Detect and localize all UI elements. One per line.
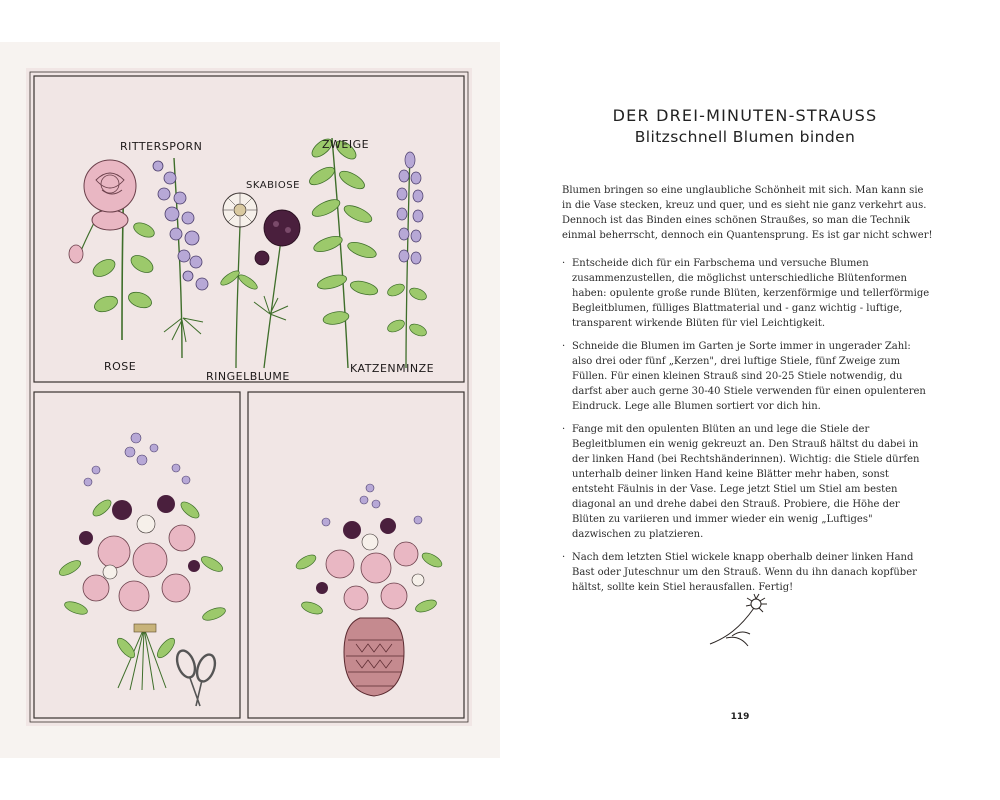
bullet-marker: · [562,552,566,563]
delphinium-illustration [153,158,208,358]
vase-arrangement-illustration [294,484,444,696]
rose-illustration [69,160,157,340]
scabiosa-illustration [219,193,300,368]
label-skabiose: SKABIOSE [246,180,300,191]
branch-illustration [307,136,379,368]
left-page [0,42,500,758]
label-ringelblume: RINGELBLUME [206,370,290,383]
instruction-list [562,256,934,603]
page-number: 119 [730,712,750,722]
intro-paragraph: Blumen bringen so eine unglaubliche Schönheit mit sich. Man kann sie in die Vase stecken, kreuz und quer, und es sieht nie ganz verkehrt aus. Dennoch ist das Binden eines schönen Straußes, so man die Technik einmal beherrscht, dennoch ein Quantensprung. Es ist gar nicht schwer! [562,185,933,241]
bullet-marker: · [562,258,566,269]
dandelion-sketch-icon [706,592,776,652]
list-item [562,339,934,414]
list-item [562,422,934,542]
list-item-text: Fange mit den opulenten Blüten an und lege die Stiele der Begleitblumen ein wenig gekreuzt an. Den Strauß hältst du dabei in der linken Hand (bei Rechtshänderinnen). Wichtig: die Stiele dürfen unterhalb deiner linken Hand keine Blätter mehr haben, sonst entsteht Fäulnis in der Vase. Lege jetzt Stiel um Stiel am besten diagonal an und drehe dabei den Strauß. Probiere, die Höhe der Blüten zu variieren und immer wieder ein wenig „Luftiges" dazwischen zu platzieren. [572,424,920,540]
label-katzenminze: KATZENMINZE [350,362,435,375]
list-item-text: Nach dem letzten Stiel wickele knapp oberhalb deiner linken Hand Bast oder Juteschnur um den Strauß. Wenn du ihn danach kopfüber hältst, sollte kein Stiel herausfallen. Fertig! [572,552,917,593]
label-rittersporn: RITTERSPORN [120,140,203,153]
bouquet-illustration [57,433,227,690]
flower-illustration-plate [26,68,472,726]
list-item-text: Entscheide dich für ein Farbschema und versuche Blumen zusammenzustellen, die möglichst unterschiedliche Blütenformen haben: opulente große runde Blüten, kerzenförmige und tellerförmige Begleitblumen, fülliges Blattmaterial und - ganz wichtig - luftige, transparent wirkende Blüten für viel Leichtigkeit. [572,258,930,329]
flower-illustration [26,68,472,726]
list-item-text: Schneide die Blumen im Garten je Sorte immer in ungerader Zahl: also drei oder fünf „Kerzen", drei luftige Stiele, fünf Zweige zum Füllen. Für einen kleinen Strauß sind 20-25 Stiele notwendig, du darfst aber auch gerne 30-40 Stiele verwenden für einen opulenteren Eindruck. Lege alle Blumen sortiert vor dich hin. [572,341,926,412]
label-rose: ROSE [104,360,137,373]
scissors-illustration [174,648,219,706]
bullet-marker: · [562,341,566,352]
page-subtitle: Blitzschnell Blumen binden [634,128,856,146]
list-item [562,550,934,595]
page-title: DER DREI-MINUTEN-STRAUSS [612,106,878,125]
list-item [562,256,934,331]
catmint-illustration [386,152,429,368]
label-zweige: ZWEIGE [322,138,370,151]
bullet-marker: · [562,424,566,435]
